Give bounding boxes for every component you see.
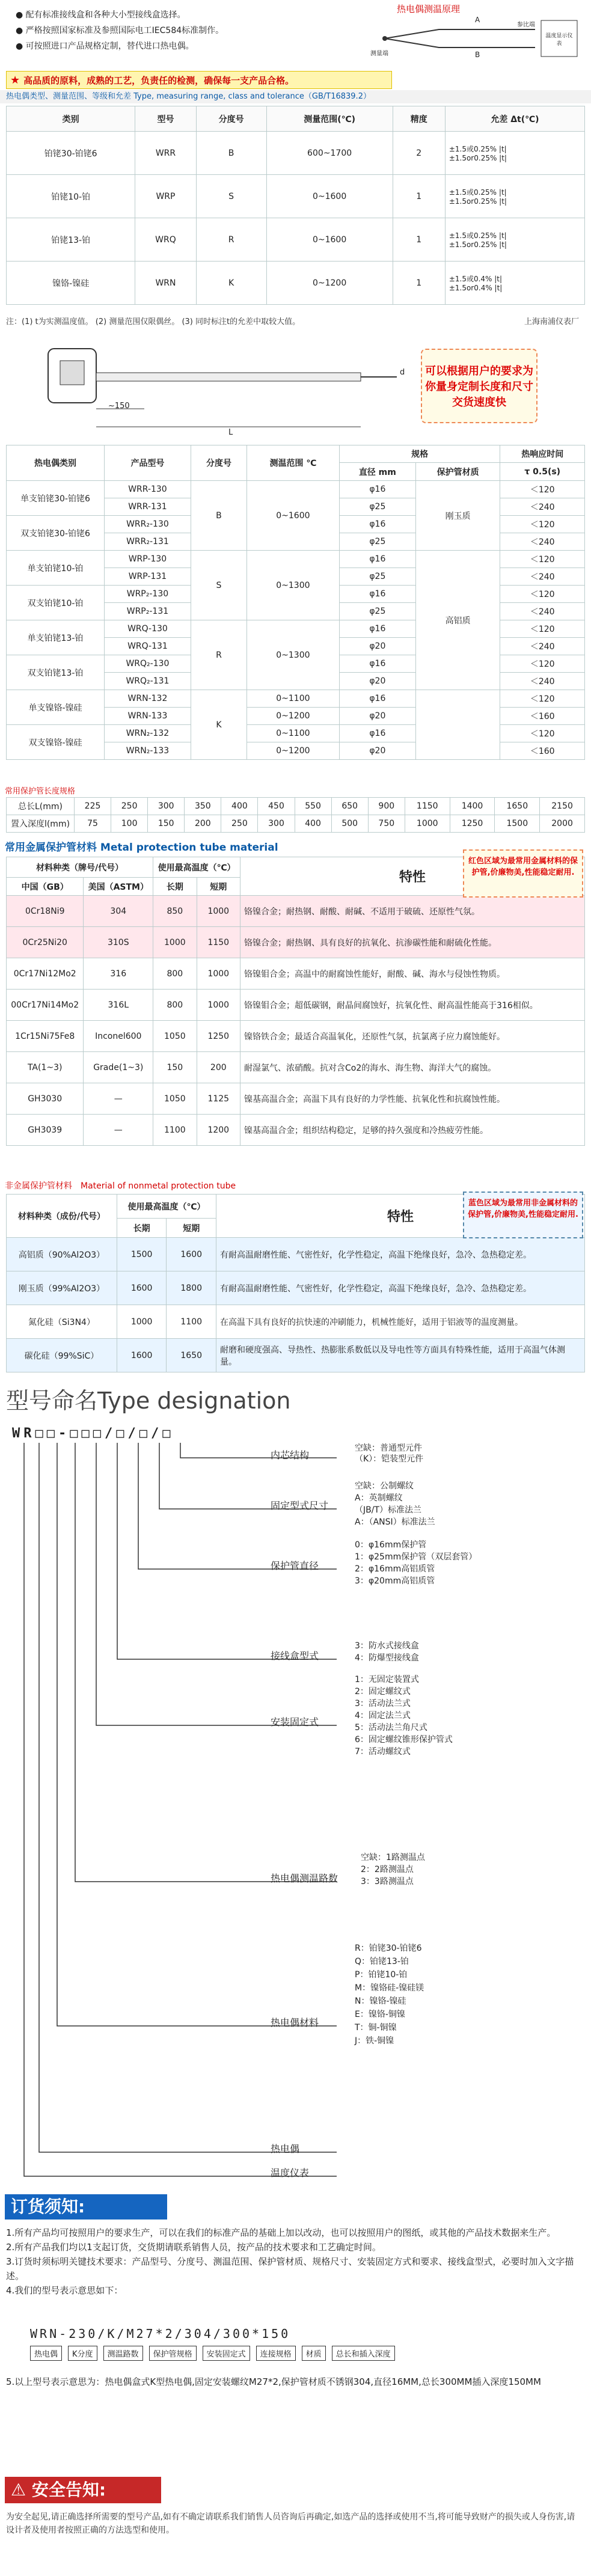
- designation-label: 温度仪表: [271, 2167, 310, 2179]
- table-row: 单支铂铑30-铂铑6 WRR-130 B 0~1600 φ16 刚玉质 ＜120: [7, 481, 585, 498]
- intro-section: [0, 0, 591, 101]
- designation-section: [0, 1383, 591, 2194]
- table-row: 双支铂铑30-铂铑6 WRR₂-130 φ16 ＜120: [7, 516, 585, 533]
- table-row: 1Cr15Ni75Fe8 Inconel600 1050 1250 镍铬铁合金；最适合高温氧化，还原性气氛，抗氯离子应力腐蚀能好。: [7, 1021, 585, 1052]
- dim-d-label: d: [400, 368, 405, 377]
- types-table: [6, 106, 585, 305]
- table-row: 高铝质（90%Al2O3） 1500 1600 有耐高温耐磨性能、气密性好，化学性稳定，高温下绝缘良好，急冷、急热稳定差。: [7, 1238, 585, 1271]
- designation-options: 3：防水式接线盒 4：防爆型接线盒: [355, 1641, 419, 1663]
- spec-table: 热电偶类别 产品型号 分度号 测温范围 ℃ 规格 热响应时间 直径 mm 保护管材质 τ 0.5(s) 单支铂铑30-铂铑6 WRR-130 B 0~1600 φ16 刚玉质 ＜120 WRR-131 φ25 ＜240 双支铂铑30-铂铑6 WRR₂-130 φ16 ＜120 WRR₂-131 φ25 ＜240 单支铂铑10-铂 WRP-130 S 0~1300 φ16 高铝质 ＜120 WRP-131 φ25 ＜240 双支铂铑10-铂 WRP₂-130 φ16 ＜120 WRP₂-131 φ25 ＜240 单支铂铑13-铂 WRQ-130 R 0~1300 φ16 ＜120 WRQ-131 φ20 ＜240 双支铂铑13-铂 WRQ₂-130 φ16 ＜120 WRQ₂-131 φ20 ＜240 单支镍铬-镍硅 WRN-132 K 0~1100 φ16 ＜120 WRN-133 0~1200 φ20 ＜160 双支镍铬-镍硅 WRN₂-132 0~1100 φ16 ＜120 WRN₂-133 0~1200 φ20 ＜160: [6, 445, 585, 760]
- types-caption: 热电偶类型、测量范围、等级和允差 Type, measuring range, class and tolerance（GB/T16839.2）: [0, 90, 591, 103]
- safety-text: 为安全起见,请正确选择所需要的型号产品,如有不确定请联系我们销售人员咨询后再确定,如选产品的选择或使用不当,将可能导致财产的损失或人身伤害,请设计者及使用者按照正确的方法选型和使用。: [6, 2512, 575, 2535]
- table-row: WRR-131 φ25 ＜240: [7, 498, 585, 516]
- col-header: 允差 Δt(℃): [445, 106, 584, 132]
- designation-options: R：铂铑30-铂铑6 Q：铂铑13-铂 P：铂铑10-铂 M：镍铬硅-镍硅镁 N：镍铬-镍硅 E：镍铬-铜镍 T：铜-铜镍 J：铁-铜镍: [355, 1944, 424, 2046]
- nonmetal-table: 材料种类（成份/代号） 使用最高温度（℃） 特性 长期 短期 高铝质（90%Al2O3） 1500 1600 有耐高温耐磨性能、气密性好，化学性稳定，高温下绝缘良好，急冷、急热稳定差。 刚玉质（99%Al2O3） 1600 1800 有耐高温耐磨性能、气密性好，化学性稳定，高温下绝缘良好，急冷、急热稳定差。 氮化硅（Si3N4） 1000 1100 在高温下具有良好的抗快速的冲刷能力，机械性能好，适用于铝液等的温度测量。 碳化硅（99%SiC） 1600 1650 耐磨和硬度强高、导热性、热膨胀系数低以及导电性等方面具有特殊性能，适用于高温气体测量。: [6, 1194, 585, 1372]
- nonmetal-callout: 蓝色区域为最常用非金属材料的保护管,价廉物美,性能稳定耐用.: [463, 1192, 583, 1238]
- designation-options: 空缺：公制螺纹 A：英制螺纹 （JB/T）标准法兰 A：（ANSI）标准法兰: [355, 1481, 435, 1527]
- measuring-end-label: 测量端: [370, 50, 388, 57]
- designation-label: 固定型式尺寸: [271, 1500, 329, 1511]
- designation-tree-icon: [0, 1443, 591, 2194]
- designation-label: 热电偶材料: [271, 2017, 319, 2028]
- intro-bullet: ● 配有标准接线盒和各种大小型接线盒选择。: [16, 10, 186, 20]
- col-header: 类别: [7, 106, 135, 132]
- company-name: 上海南浦仪表厂: [524, 317, 579, 326]
- types-note: 注：(1) t为实测温度值。 (2) 测量范围仅限偶丝。 (3) 同时标注t的允差中取较大值。: [6, 317, 301, 326]
- length-table: 总长L(mm) 225 250 300 350 400 450 550 650 900 1150 1400 1650 2150 置入深度l(mm) 75 100 150 200 250 300 400 500 750 1000 1250 1500 2000: [6, 797, 585, 833]
- example-labels: 热电偶 K分度 测温路数 保护管规格 安装固定式 连接规格 材质 总长和插入深度: [30, 2346, 395, 2361]
- table-row: 双支铂铑13-铂 WRQ₂-130 φ16 ＜120: [7, 655, 585, 673]
- ordering-item: 3.订货时须标明关键技术要求：产品型号、分度号、测温范围、保护管材质、规格尺寸、安装固定方式和要求、接线盒型式，必要时加入文字描述。: [6, 2256, 574, 2281]
- types-table-section: [0, 106, 591, 352]
- designation-code: WR□□-□□□/□/□/□: [12, 1426, 174, 1441]
- table-row: WRN-133 0~1200 φ20 ＜160: [7, 708, 585, 725]
- star-icon: ★: [10, 73, 20, 87]
- nonmetal-table-title: 非金属保护管材料 Material of nonmetal protection tube: [5, 1181, 236, 1191]
- safety-section: [0, 2477, 591, 2573]
- designation-label: 内芯结构: [271, 1449, 310, 1461]
- wire-label-b: B: [475, 50, 480, 59]
- ordering-item: 2.所有产品我们均以1支起订货，交货期请联系销售人员，按产品的技术要求和工艺确定时间。: [6, 2242, 381, 2253]
- table-row: 铂铑30-铂铑6 WRR B 600~1700 2 ±1.5或0.25% |t| ±1.5or0.25% |t|: [7, 132, 585, 175]
- ordering-title: 订货须知:: [5, 2194, 167, 2220]
- metal-table-section: [0, 839, 591, 1175]
- intro-bullet: ● 严格按照国家标准及参照国际电工IEC584标准制作。: [16, 26, 224, 35]
- dim-l-label: L: [228, 428, 233, 437]
- warning-icon: ⚠: [11, 2480, 26, 2500]
- ordering-item: 5.以上型号表示意思为：热电偶盒式K型热电偶,固定安装螺纹M27*2,保护管材质不锈钢304,直径16MM,总长300MM插入深度150MM: [6, 2376, 541, 2387]
- designation-label: 接线盒型式: [271, 1650, 319, 1662]
- designation-label: 热电偶测温路数: [271, 1873, 338, 1884]
- table-row: 单支镍铬-镍硅 WRN-132 K 0~1100 φ16 ＜120: [7, 690, 585, 708]
- table-row: 0Cr17Ni12Mo2 316 800 1000 铬镍钼合金；高温中的耐腐蚀性能好，耐酸、碱、海水与侵蚀性物质。: [7, 958, 585, 990]
- table-row: 0Cr25Ni20 310S 1000 1150 铬镍合金；耐热钢、具有良好的抗氧化、抗渗碳性能和耐硫化性能。: [7, 927, 585, 958]
- intro-bullet: ● 可按照进口产品规格定制，替代进口热电偶。: [16, 41, 194, 51]
- table-row: 单支铂铑13-铂 WRQ-130 R 0~1300 φ16 ＜120: [7, 620, 585, 638]
- length-table-title: 常用保护管长度规格: [5, 787, 76, 796]
- table-row: WRQ₂-131 φ20 ＜240: [7, 673, 585, 690]
- custom-length-callout: 可以根据用户的要求为你量身定制长度和尺寸交货速度快: [421, 349, 537, 423]
- metal-table-title: 常用金属保护管材料 Metal protection tube material: [5, 842, 278, 854]
- safety-title: ⚠ 安全告知:: [5, 2477, 161, 2503]
- table-row: 双支镍铬-镍硅 WRN₂-132 0~1100 φ16 ＜120: [7, 725, 585, 742]
- table-row: 碳化硅（99%SiC） 1600 1650 耐磨和硬度强高、导热性、热膨胀系数低以及导电性等方面具有特殊性能，适用于高温气体测量。: [7, 1339, 585, 1372]
- metal-table: 材料种类（牌号/代号） 使用最高温度（℃） 特性 中国（GB） 美国（ASTM） 长期 短期 0Cr18Ni9 304 850 1000 铬镍合金；耐热钢、耐酸、耐碱、不适用于破硫、还原性气氛。 0Cr25Ni20 310S 1000 1150 铬镍合金；耐热钢、具有良好的抗氧化、抗渗碳性能和耐硫化性能。 0Cr17Ni12Mo2 316 800 1000 铬镍钼合金；高温中的耐腐蚀性能好，耐酸、碱、海水与侵蚀性物质。 00Cr17Ni14Mo2 316L 800 1000 铬镍钼合金；超低碳钢，耐晶间腐蚀好，抗氧化性、耐高温性能高于316相似。 1Cr15Ni75Fe8 Inconel600 1050 1250 镍铬铁合金；最适合高温氧化，还原性气氛，抗氯离子应力腐蚀能好。 TA(1~3) Grade(1~3) 150 200 耐湿氯气、浓硝酸。抗对含Co2的海水、海生物、海洋大气的腐蚀。 GH3030 — 1050 1125 镍基高温合金；高温下具有良好的力学性能、抗氧化性和抗腐蚀性能。 GH3039 — 1100 1200 镍基高温合金；组织结构稳定，足够的持久强度和冷热疲劳性能。: [6, 857, 585, 1146]
- designation-options: 0：φ16mm保护管 1：φ25mm保护管（双层套管） 2：φ16mm高铝质管 3：φ20mm高铝质管: [355, 1540, 477, 1586]
- nonmetal-table-section: [0, 1178, 591, 1377]
- table-row: 氮化硅（Si3N4） 1000 1100 在高温下具有良好的抗快速的冲刷能力，机械性能好，适用于铝液等的温度测量。: [7, 1305, 585, 1339]
- col-header: 型号: [135, 106, 196, 132]
- table-row: GH3030 — 1050 1125 镍基高温合金；高温下具有良好的力学性能、抗氧化性和抗腐蚀性能。: [7, 1083, 585, 1115]
- table-row: 0Cr18Ni9 304 850 1000 铬镍合金；耐热钢、耐酸、耐碱、不适用于破硫、还原性气氛。: [7, 896, 585, 927]
- diagram-title: 热电偶测温原理: [397, 4, 461, 14]
- col-header: 分度号: [196, 106, 266, 132]
- ordering-section: [0, 2194, 591, 2471]
- display-box-label: 温度显示仪表: [545, 33, 573, 47]
- table-row: 铂铑10-铂 WRP S 0~1600 1 ±1.5或0.25% |t| ±1.5or0.25% |t|: [7, 175, 585, 218]
- length-table-section: [0, 785, 591, 827]
- table-row: TA(1~3) Grade(1~3) 150 200 耐湿氯气、浓硝酸。抗对含Co2的海水、海生物、海洋大气的腐蚀。: [7, 1052, 585, 1083]
- example-code: WRN-230/K/M27*2/304/300*150: [30, 2327, 291, 2341]
- reference-end-label: 参比端: [517, 22, 535, 28]
- designation-options: 空缺：1路测温点 2：2路测温点 3：3路测温点: [361, 1853, 425, 1886]
- col-header: 精度: [393, 106, 445, 132]
- designation-title: 型号命名Type designation: [6, 1387, 291, 1414]
- dimension-drawing-section: [0, 337, 591, 445]
- designation-label: 安装固定式: [271, 1716, 319, 1728]
- designation-options: 空缺：普通型元件 （K）：铠装型元件: [355, 1443, 424, 1464]
- quality-banner: ★ 高品质的原料，成熟的工艺，负责任的检测，确保每一支产品合格。: [6, 71, 392, 89]
- table-row: 单支铂铑10-铂 WRP-130 S 0~1300 φ16 高铝质 ＜120: [7, 551, 585, 568]
- col-header: 测量范围(℃): [266, 106, 393, 132]
- wire-label-a: A: [475, 16, 480, 24]
- spec-table-section: [0, 445, 591, 785]
- designation-options: 1：无固定装置式 2：固定螺纹式 3：活动法兰式 4：固定法兰式 5：活动法兰角尺式 6：固定螺纹锥形保护管式 7：活动螺纹式: [355, 1675, 453, 1757]
- table-row: 铂铑13-铂 WRQ R 0~1600 1 ±1.5或0.25% |t| ±1.5or0.25% |t|: [7, 218, 585, 262]
- table-row: 双支铂铑10-铂 WRP₂-130 φ16 ＜120: [7, 586, 585, 603]
- ordering-item: 4.我们的型号表示意思如下：: [6, 2285, 123, 2296]
- designation-label: 保护管直径: [271, 1560, 319, 1571]
- table-row: 刚玉质（99%Al2O3） 1600 1800 有耐高温耐磨性能、气密性好，化学性稳定，高温下绝缘良好，急冷、急热稳定差。: [7, 1271, 585, 1305]
- table-row: WRN₂-133 0~1200 φ20 ＜160: [7, 742, 585, 760]
- principle-diagram: [367, 2, 583, 69]
- table-row: WRR₂-131 φ25 ＜240: [7, 533, 585, 551]
- table-row: 00Cr17Ni14Mo2 316L 800 1000 铬镍钼合金；超低碳钢，耐晶间腐蚀好，抗氧化性、耐高温性能高于316相似。: [7, 990, 585, 1021]
- table-row: WRP-131 φ25 ＜240: [7, 568, 585, 586]
- table-row: WRQ-131 φ20 ＜240: [7, 638, 585, 655]
- metal-callout: 红色区域为最常用金属材料的保护管,价廉物美,性能稳定耐用.: [463, 849, 583, 898]
- table-row: WRP₂-131 φ25 ＜240: [7, 603, 585, 620]
- table-row: 镍铬-镍硅 WRN K 0~1200 1 ±1.5或0.4% |t| ±1.5or0.4% |t|: [7, 262, 585, 305]
- ordering-item: 1.所有产品均可按照用户的要求生产，可以在我们的标准产品的基础上加以改动，也可以按照用户的图纸，或其他的产品技术数据来生产。: [6, 2227, 556, 2238]
- table-row: GH3039 — 1100 1200 镍基高温合金；组织结构稳定，足够的持久强度和冷热疲劳性能。: [7, 1115, 585, 1146]
- dim-150-label: ~150: [108, 402, 130, 411]
- thermocouple-drawing-icon: [36, 337, 457, 439]
- designation-label: 热电偶: [271, 2143, 300, 2155]
